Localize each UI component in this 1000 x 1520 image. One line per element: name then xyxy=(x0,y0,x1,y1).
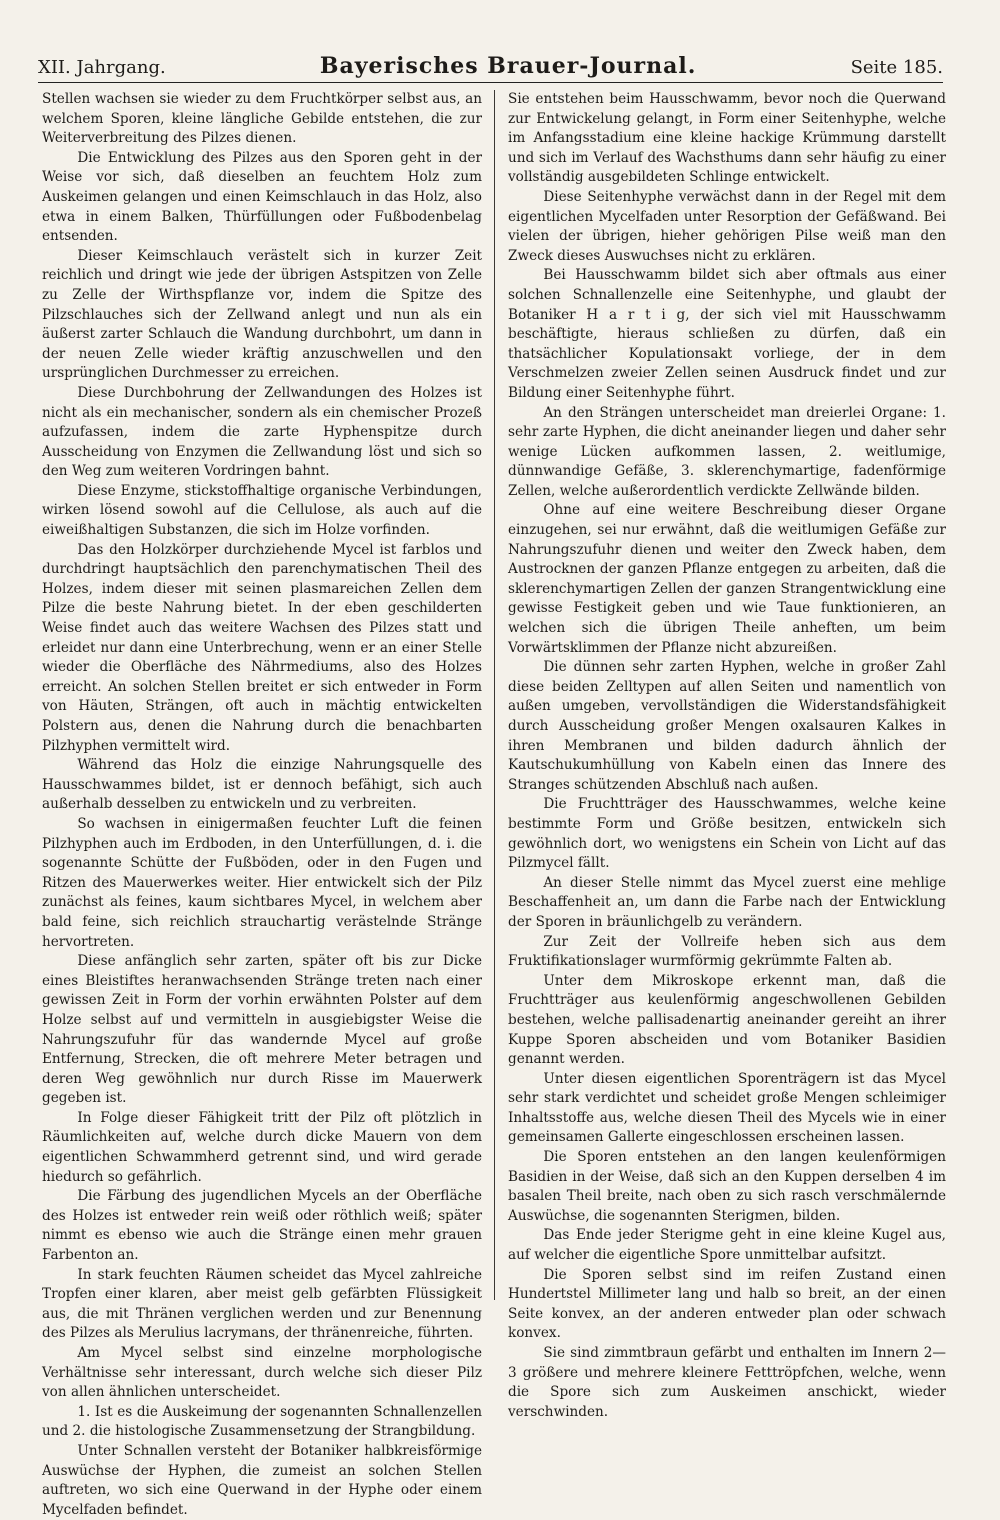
paragraph: 1. Ist es die Auskeimung der sogenannten Schnallenzellen und 2. die histologische Zusammensetzung der Strangbildung. xyxy=(42,1403,482,1440)
paragraph: Sie entstehen beim Hausschwamm, bevor noch die Querwand zur Entwickelung gelangt, in Form einer Seitenhyphe, welche im Anfangsstadium eine kleine hackige Krümmung darstellt und sich im Verlauf des Wachsthums dann sehr häufig zu einer vollständig ausgebildeten Schlinge entwickelt. xyxy=(508,91,946,186)
paragraph: Diese Seitenhyphe verwächst dann in der Regel mit dem eigentlichen Mycelfaden unter Resorption der Gefäßwand. Bei vielen der übrigen, hieher gehörigen Pilse weiß man den Zweck dieses Auswuchses nicht zu erklären. xyxy=(508,188,946,264)
paragraph: Sie sind zimmtbraun gefärbt und enthalten im Innern 2—3 größere und mehrere kleinere Fetttröpfchen, welche, wenn die Spore sich zum Auskeimen anschickt, wieder verschwinden. xyxy=(508,1345,946,1420)
paragraph: An den Strängen unterscheidet man dreierlei Organe: 1. sehr zarte Hyphen, die dicht aneinander liegen und daher sehr wenige Lücken aufkommen lassen, 2. weitlumige, dünnwandige Gefäße, 3. sklerenchymartige, fadenförmige Zellen, welche außerordentlich verdickte Zellwände bilden. xyxy=(508,404,946,499)
paragraph: Dieser Keimschlauch verästelt sich in kurzer Zeit reichlich und dringt wie jede der übrigen Astspitzen von Zelle zu Zelle der Wirthspflanze vor, indem die Spitze des Pilzschlauches sich der Zellwand anlegt und nun als ein äußerst zarter Schlauch die Wandung durchbohrt, um dann in der neuen Zelle wieder kräftig anzuschwellen und den ursprünglichen Durchmesser zu erreichen. xyxy=(42,247,482,382)
paragraph: Die Fruchtträger des Hausschwammes, welche keine bestimmte Form und Größe besitzen, entwickeln sich gewöhnlich dort, wo wenigstens ein Schein von Licht auf das Pilzmycel fällt. xyxy=(508,796,946,872)
paragraph: Unter diesen eigentlichen Sporenträgern ist das Mycel sehr stark verdichtet und scheidet große Mengen schleimiger Inhaltsstoffe aus, welche diesen Theil des Mycels wie in einer gemeinsamen Gallerte eingeschlossen erscheinen lassen. xyxy=(508,1070,946,1146)
journal-title: Bayerisches Brauer-Journal. xyxy=(319,53,697,79)
paragraph: Diese Enzyme, stickstoffhaltige organische Verbindungen, wirken lösend sowohl auf die Cellulose, als auch auf die eiweißhaltigen Substanzen, die sich im Holze vorfinden. xyxy=(42,482,482,539)
paragraph: Unter Schnallen versteht der Botaniker halbkreisförmige Auswüchse der Hyphen, die zumeist an solchen Stellen auftreten, wo sich eine Querwand in der Hyphe oder einem Mycelfaden befindet. xyxy=(42,1442,482,1518)
paragraph: In Folge dieser Fähigkeit tritt der Pilz oft plötzlich in Räumlichkeiten auf, welche durch dicke Mauern von dem eigentlichen Schwammherd getrennt sind, und wird gerade hiedurch so gefährlich. xyxy=(42,1109,482,1185)
page-header xyxy=(38,50,943,83)
paragraph: Diese anfänglich sehr zarten, später oft bis zur Dicke eines Bleistiftes heranwachsenden Stränge treten nach einer gewissen Zeit in Form der vorhin erwähnten Polster auf dem Holze selbst auf und vermitteln in ausgiebigster Weise die Nahrungszufuhr für das wandernde Mycel auf große Entfernung, Strecken, die oft mehrere Meter betragen und deren Weg gewöhnlich nur durch Risse im Mauerwerk gegeben ist. xyxy=(42,953,482,1107)
paragraph: An dieser Stelle nimmt das Mycel zuerst eine mehlige Beschaffenheit an, um dann die Farbe nach der Entwicklung der Sporen in bräunlichgelb zu verändern. xyxy=(508,874,946,930)
paragraph: Die Färbung des jugendlichen Mycels an der Oberfläche des Holzes ist entweder rein weiß oder röthlich weiß; später nimmt es ebenso wie auch die Stränge einen mehr grauen Farbenton an. xyxy=(42,1188,482,1264)
left-text-column xyxy=(42,90,482,1518)
right-text-column xyxy=(508,90,946,1420)
paragraph: Die Entwicklung des Pilzes aus den Sporen geht in der Weise vor sich, daß dieselben an feuchtem Holz zum Auskeimen gelangen und einen Keimschlauch in das Holz, also etwa in einem Balken, Thürfüllungen oder Fußbodenbelag entsenden. xyxy=(42,149,482,245)
paragraph: Die dünnen sehr zarten Hyphen, welche in großer Zahl diese beiden Zelltypen auf allen Seiten und namentlich von außen umgeben, vervollständigen die Widerstandsfähigkeit durch Ausscheidung großer Mengen oxalsauren Kalkes in ihren Membranen und bilden dadurch ähnlich der Kautschukumhüllung von Kabeln einen das Innere des Stranges schützenden Abschluß nach außen. xyxy=(508,659,946,793)
paragraph: Zur Zeit der Vollreife heben sich aus dem Fruktifikationslager wurmförmig gekrümmte Falten ab. xyxy=(508,933,946,970)
paragraph: Bei Hausschwamm bildet sich aber oftmals aus einer solchen Schnallenzelle eine Seitenhyphe, und glaubt der Botaniker H a r t i g, der sich viel mit Hausschwamm beschäftigte, hieraus schließen zu dürfen, daß ein thatsächlicher Kopulationsakt vorliege, der in dem Verschmelzen zweier Zellen seinen Ausdruck findet und zur Bildung einer Seitenhyphe führt. xyxy=(508,267,946,401)
column-divider xyxy=(494,90,495,1300)
page-number: Seite 185. xyxy=(850,57,943,78)
paragraph: Das Ende jeder Sterigme geht in eine kleine Kugel aus, auf welcher die eigentliche Spore unmittelbar aufsitzt. xyxy=(508,1227,946,1264)
paragraph: Unter dem Mikroskope erkennt man, daß die Fruchtträger aus keulenförmig angeschwollenen Gebilden bestehen, welche pallisadenartig aneinander gereiht an ihrer Kuppe Sporen abscheiden und vom Botaniker Basidien genannt werden. xyxy=(508,972,946,1068)
paragraph: In stark feuchten Räumen scheidet das Mycel zahlreiche Tropfen einer klaren, aber meist gelb gefärbten Flüssigkeit aus, die mit Thränen verglichen werden und zur Benennung des Pilzes als Merulius lacrymans, der thränenreiche, führten. xyxy=(42,1266,482,1342)
paragraph: Die Sporen selbst sind im reifen Zustand einen Hundertstel Millimeter lang und halb so breit, an der einen Seite konvex, an der anderen entweder plan oder schwach konvex. xyxy=(508,1266,946,1342)
paragraph: Die Sporen entstehen an den langen keulenförmigen Basidien in der Weise, daß sich an den Kuppen derselben 4 im basalen Theil breite, nach oben zu sich rasch verschmälernde Auswüchse, die sogenannten Sterigmen, bilden. xyxy=(508,1149,946,1224)
paragraph: Während das Holz die einzige Nahrungsquelle des Hausschwammes bildet, ist er dennoch befähigt, sich auch außerhalb desselben zu entwickeln und zu verbreiten. xyxy=(42,757,482,813)
paragraph: Ohne auf eine weitere Beschreibung dieser Organe einzugehen, sei nur erwähnt, daß die weitlumigen Gefäße zur Nahrungszufuhr dienen und weiter den Zweck haben, dem Austrocknen der ganzen Pflanze entgegen zu arbeiten, daß die sklerenchymartigen Zellen der ganzen Strangentwicklung eine gewisse Festigkeit geben und wie Taue funktionieren, an welchen sich die übrigen Theile anheften, um beim Vorwärtsklimmen der Pflanze nicht abzureißen. xyxy=(508,502,946,656)
paragraph: Diese Durchbohrung der Zellwandungen des Holzes ist nicht als ein mechanischer, sondern als ein chemischer Prozeß aufzufassen, indem die zarte Hyphenspitze durch Ausscheidung von Enzymen die Zellwandung löst und sich so den Weg zum weiteren Vordringen bahnt. xyxy=(42,384,482,480)
paragraph: Am Mycel selbst sind einzelne morphologische Verhältnisse sehr interessant, durch welche sich dieser Pilz von allen ähnlichen unterscheidet. xyxy=(42,1345,482,1401)
paragraph: Das den Holzkörper durchziehende Mycel ist farblos und durchdringt hauptsächlich den parenchymatischen Theil des Holzes, indem dieser mit seinen plasmareichen Zellen dem Pilze die beste Nahrung bietet. In der eben geschilderten Weise findet auch das weitere Wachsen des Pilzes statt und erleidet nur dann eine Unterbrechung, wenn er an einer Stelle wieder die Oberfläche des Nährmediums, also des Holzes erreicht. An solchen Stellen breitet er sich entweder in Form von Häuten, Strängen, oft auch in mächtig entwickelten Polstern aus, denen die Nahrung durch die benachbarten Pilzhyphen vermittelt wird. xyxy=(42,541,482,754)
volume-label: XII. Jahrgang. xyxy=(38,57,166,78)
paragraph: Stellen wachsen sie wieder zu dem Fruchtkörper selbst aus, an welchem Sporen, kleine längliche Gebilde entstehen, die zur Weiterverbreitung des Pilzes dienen. xyxy=(42,91,482,147)
paragraph: So wachsen in einigermaßen feuchter Luft die feinen Pilzhyphen auch im Erdboden, in den Unterfüllungen, d. i. die sogenannte Schütte der Fußböden, oder in den Fugen und Ritzen des Mauerwerkes weiter. Hier entwickelt sich der Pilz zunächst als feines, kaum sichtbares Mycel, in welchem aber bald feine, sich reichlich strauchartig verästelnde Stränge hervortreten. xyxy=(42,815,482,950)
